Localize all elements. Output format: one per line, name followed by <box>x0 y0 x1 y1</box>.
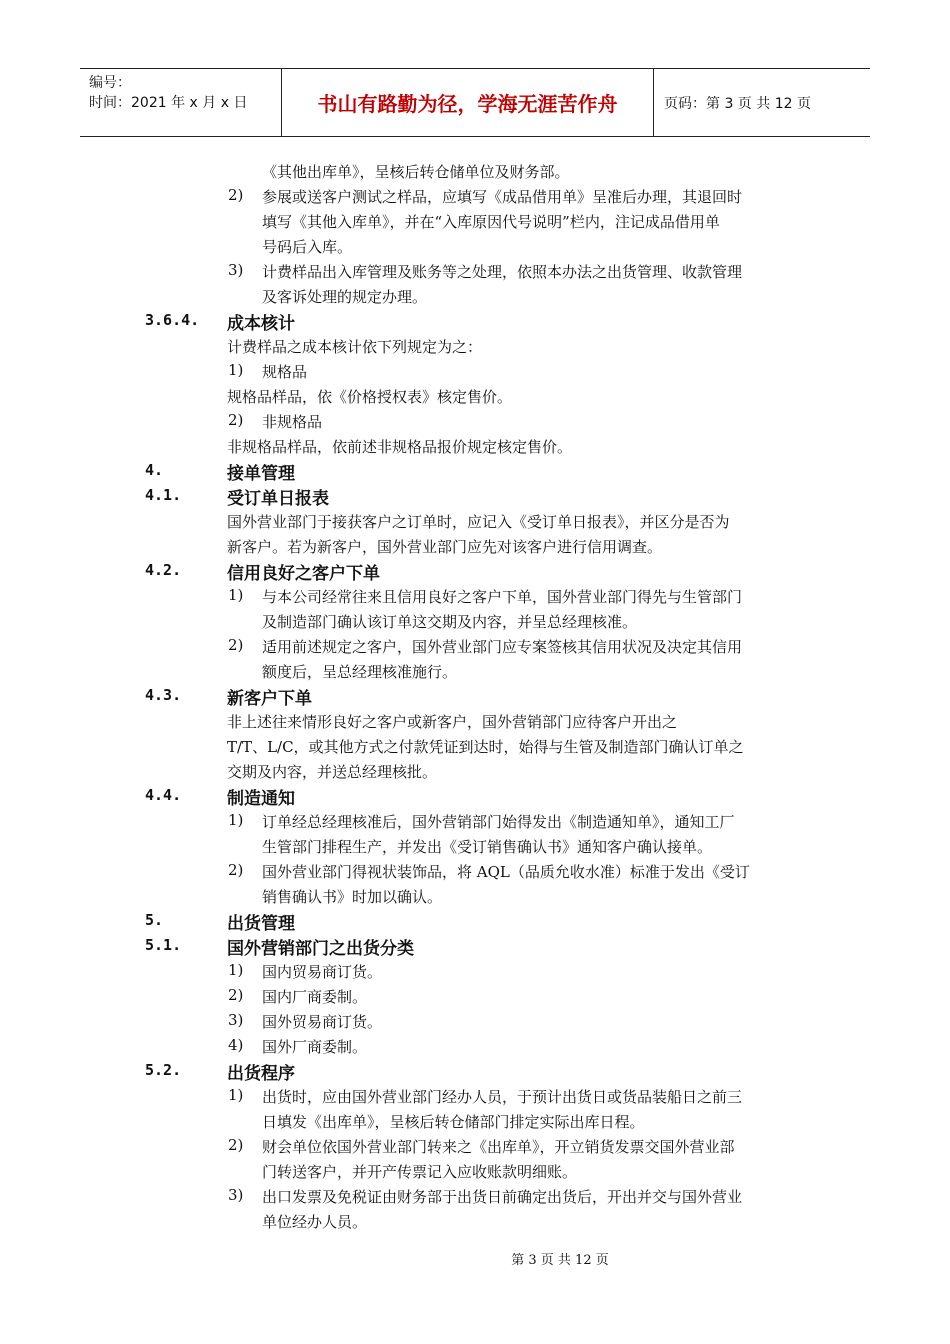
text-line: 国内厂商委制。 <box>262 988 368 1006</box>
text-line: 填写《其他入库单》，并在“入库原因代号说明”栏内，注记成品借用单 <box>262 213 720 231</box>
text-line: 规格品样品，依《价格授权表》核定售价。 <box>227 388 513 406</box>
section-title: 出货管理 <box>227 914 295 934</box>
text-line: 《其他出库单》，呈核后转仓储单位及财务部。 <box>262 163 570 181</box>
text-line: 非规格品样品，依前述非规格品报价规定核定售价。 <box>227 438 573 456</box>
section-number: 3.6.4. <box>145 311 200 329</box>
text-line: 销售确认书》时加以确认。 <box>262 888 443 906</box>
list-number: 1) <box>228 811 244 829</box>
section-number: 4.3. <box>145 686 182 704</box>
list-number: 4) <box>228 1036 244 1054</box>
list-number: 2) <box>228 1136 244 1154</box>
section-number: 4.4. <box>145 786 182 804</box>
text-line: 日填发《出库单》，呈核后转仓储部门排定实际出库日程。 <box>262 1113 645 1131</box>
text-line: 非规格品 <box>262 413 323 431</box>
page-footer: 第 3 页 共 12 页 <box>511 1253 609 1268</box>
section-title: 信用良好之客户下单 <box>227 564 380 584</box>
section-title: 接单管理 <box>227 464 295 484</box>
text-line: 国内贸易商订货。 <box>262 963 383 981</box>
list-number: 2) <box>228 186 244 204</box>
list-number: 1) <box>228 586 244 604</box>
text-line: 计费样品之成本核计依下列规定为之： <box>227 338 483 356</box>
list-number: 3) <box>228 1011 244 1029</box>
text-line: 非上述往来情形良好之客户或新客户，国外营销部门应待客户开出之 <box>227 713 678 731</box>
text-line: 国外营业部门得视状装饰品，将 AQL（品质允收水准）标准于发出《受订 <box>262 863 750 881</box>
section-number: 4.2. <box>145 561 182 579</box>
text-line: 额度后，呈总经理核准施行。 <box>262 663 458 681</box>
list-number: 2) <box>228 861 244 879</box>
text-line: 适用前述规定之客户，国外营业部门应专案签核其信用状况及决定其信用 <box>262 638 743 656</box>
text-line: 国外贸易商订货。 <box>262 1013 383 1031</box>
section-title: 出货程序 <box>227 1064 295 1084</box>
list-number: 3) <box>228 1186 244 1204</box>
section-title: 受订单日报表 <box>227 489 329 509</box>
header-page-info: 页码：第 3 页 共 12 页 <box>664 95 811 112</box>
text-line: 订单经总经理核准后，国外营销部门始得发出《制造通知单》，通知工厂 <box>262 813 735 831</box>
list-number: 1) <box>228 361 244 379</box>
section-title: 制造通知 <box>227 789 295 809</box>
text-line: 单位经办人员。 <box>262 1213 368 1231</box>
text-line: 出口发票及免税证由财务部于出货日前确定出货后，开出并交与国外营业 <box>262 1188 743 1206</box>
document-date: 时间：2021 年 x 月 x 日 <box>89 95 248 111</box>
list-number: 2) <box>228 636 244 654</box>
section-number: 4.1. <box>145 486 182 504</box>
text-line: 国外厂商委制。 <box>262 1038 368 1056</box>
text-line: 及制造部门确认该订单这交期及内容，并呈总经理核准。 <box>262 613 638 631</box>
list-number: 3) <box>228 261 244 279</box>
text-line: 交期及内容，并送总经理核批。 <box>227 763 438 781</box>
text-line: 门转送客户，并开产传票记入应收账款明细账。 <box>262 1163 578 1181</box>
text-line: 号码后入库。 <box>262 238 353 256</box>
text-line: 财会单位依国外营业部门转来之《出库单》，开立销货发票交国外营业部 <box>262 1138 735 1156</box>
list-number: 1) <box>228 1086 244 1104</box>
section-number: 5.1. <box>145 936 182 954</box>
list-number: 1) <box>228 961 244 979</box>
header-motto: 书山有路勤为径，学海无涯苦作舟 <box>281 69 654 136</box>
text-line: 新客户。若为新客户，国外营业部门应先对该客户进行信用调查。 <box>227 538 663 556</box>
text-line: 出货时，应由国外营业部门经办人员，于预计出货日或货品装船日之前三 <box>262 1088 743 1106</box>
list-number: 2) <box>228 411 244 429</box>
text-line: 生管部门排程生产，并发出《受订销售确认书》通知客户确认接单。 <box>262 838 713 856</box>
text-line: 计费样品出入库管理及账务等之处理，依照本办法之出货管理、收款管理 <box>262 263 743 281</box>
section-title: 新客户下单 <box>227 689 312 709</box>
section-number: 5.2. <box>145 1061 182 1079</box>
section-number: 5. <box>145 911 164 929</box>
document-code-label: 编号： <box>89 75 131 91</box>
section-number: 4. <box>145 461 164 479</box>
text-line: 参展或送客户测试之样品，应填写《成品借用单》呈准后办理，其退回时 <box>262 188 743 206</box>
section-title: 国外营销部门之出货分类 <box>227 939 414 959</box>
text-line: 规格品 <box>262 363 308 381</box>
list-number: 2) <box>228 986 244 1004</box>
page-header <box>80 68 870 137</box>
section-title: 成本核计 <box>227 314 295 334</box>
text-line: 国外营业部门于接获客户之订单时，应记入《受订单日报表》，并区分是否为 <box>227 513 730 531</box>
header-meta <box>80 69 281 136</box>
text-line: 与本公司经常往来且信用良好之客户下单，国外营业部门得先与生管部门 <box>262 588 743 606</box>
text-line: T/T、L/C，或其他方式之付款凭证到达时，始得与生管及制造部门确认订单之 <box>227 738 744 756</box>
text-line: 及客诉处理的规定办理。 <box>262 288 428 306</box>
